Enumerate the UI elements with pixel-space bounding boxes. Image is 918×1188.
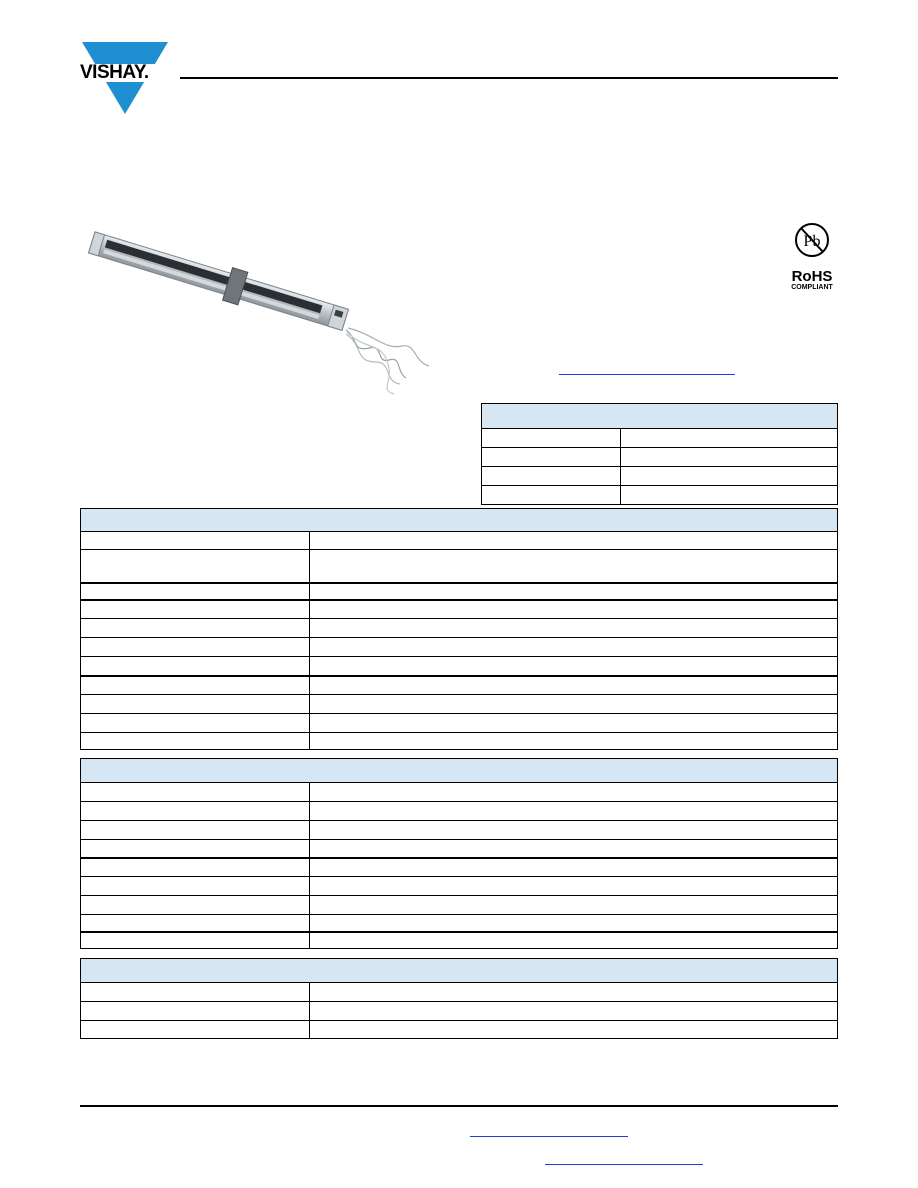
rohs-label: RoHS xyxy=(791,268,833,285)
quick-reference-table xyxy=(481,403,838,505)
table-cell xyxy=(621,486,838,505)
footer-rule xyxy=(80,1105,838,1107)
table-row xyxy=(81,619,838,638)
table-row xyxy=(81,733,838,750)
table-row xyxy=(81,532,838,550)
logo-wordmark: VISHAY. xyxy=(80,62,149,83)
table-cell xyxy=(621,448,838,467)
vishay-logo xyxy=(80,40,172,116)
section-3-header xyxy=(81,959,838,983)
footer-email-link[interactable] xyxy=(470,1136,628,1137)
table-cell xyxy=(482,486,621,505)
table-row xyxy=(81,676,838,695)
specifications-table-1 xyxy=(80,508,838,750)
table-row xyxy=(81,802,838,821)
product-photo xyxy=(84,222,444,397)
table-row xyxy=(81,858,838,877)
table-row xyxy=(81,1002,838,1021)
table-row xyxy=(81,840,838,858)
table-cell xyxy=(621,429,838,448)
table-row xyxy=(81,915,838,932)
quick-reference-header xyxy=(482,404,838,429)
website-link[interactable] xyxy=(559,374,735,375)
table-row xyxy=(81,583,838,600)
rohs-badge xyxy=(786,222,838,294)
footer-website-link[interactable] xyxy=(545,1164,703,1165)
lead-symbol: Pb xyxy=(803,233,821,250)
table-row xyxy=(81,638,838,657)
table-cell xyxy=(482,429,621,448)
table-row xyxy=(81,600,838,619)
rohs-sublabel: COMPLIANT xyxy=(791,284,833,291)
table-row xyxy=(81,550,838,583)
table-row xyxy=(81,896,838,915)
table-row xyxy=(81,932,838,949)
table-row xyxy=(81,1021,838,1039)
table-row xyxy=(81,695,838,714)
table-row xyxy=(81,714,838,733)
table-row xyxy=(81,821,838,840)
section-2-header xyxy=(81,759,838,783)
lead-free-icon xyxy=(786,222,838,260)
table-row xyxy=(81,877,838,896)
table-cell xyxy=(621,467,838,486)
section-1-header xyxy=(81,509,838,532)
table-row xyxy=(81,783,838,802)
specifications-table-2 xyxy=(80,758,838,949)
table-row xyxy=(81,657,838,676)
specifications-table-3 xyxy=(80,958,838,1039)
table-cell xyxy=(482,467,621,486)
header-rule xyxy=(180,77,838,79)
table-cell xyxy=(482,448,621,467)
table-row xyxy=(81,983,838,1002)
